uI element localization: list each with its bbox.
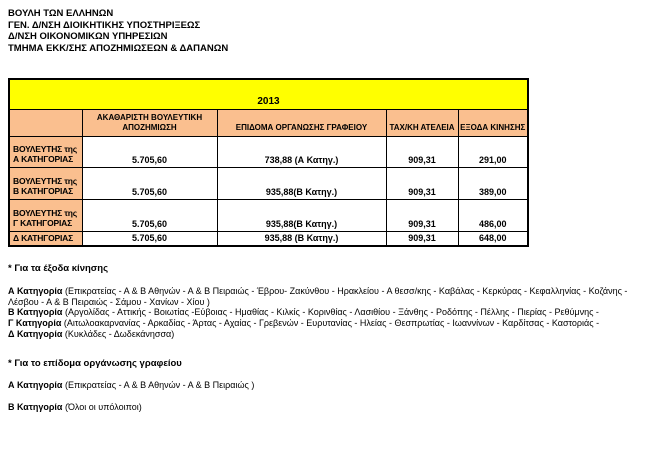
table-row-category-b [9,167,528,199]
category-list: (Αργολίδας - Αττικής - Βοιωτίας -Εύβοιας - Ημαθίας - Κιλκίς - Κορινθίας - Λασιθίου - Ξάνθης - Ροδόπης - Πέλλης - Πιερίας - Ρεθύμνης - [62,307,599,318]
row-label-line: Α ΚΑΤΗΓΟΡΙΑΣ [13,154,73,164]
cell-travel-expenses: 486,00 [458,199,528,231]
col-header-gross-compensation: ΑΚΑΘΑΡΙΣΤΗ ΒΟΥΛΕΥΤΙΚΗ ΑΠΟΖΗΜΙΩΣΗ [82,109,217,136]
row-label-line: ΒΟΥΛΕΥΤΗΣ της [13,143,78,154]
table-row-category-c [9,199,528,231]
category-list: (Επικρατείας - Α & Β Αθηνών - Α & Β Πειραιώς ) [62,380,255,390]
letterhead-line-4: ΤΜΗΜΑ ΕΚΚ/ΣΗΣ ΑΠΟΖΗΜΙΩΣΕΩΝ & ΔΑΠΑΝΩΝ [8,42,229,54]
note-line [8,318,627,329]
note-line [8,297,627,308]
category-label: Δ Κατηγορία [8,328,63,339]
note-line [8,286,627,297]
col-header-empty [9,109,82,136]
category-label: Α Κατηγορία [8,380,63,390]
letterhead-line-1: ΒΟΥΛΗ ΤΩΝ ΕΛΛΗΝΩΝ [8,8,114,19]
table-row-category-d [9,231,528,246]
category-list: (Κυκλάδες - Δωδεκάνησσα) [62,328,175,339]
note-line [8,329,627,340]
cell-office-allowance: 935,88(Β Κατηγ.) [217,167,386,199]
row-label [9,136,82,167]
row-label-line: Β ΚΑΤΗΓΟΡΙΑΣ [13,186,73,196]
category-label: Α Κατηγορία [8,286,63,296]
col-header-postal-exemption: ΤΑΧ/ΚΗ ΑΤΕΛΕΙΑ [386,109,458,136]
col-header-travel-expenses: ΕΞΟΔΑ ΚΙΝΗΣΗΣ [458,109,528,136]
row-label [9,199,82,231]
row-label [9,231,82,246]
col-header-office-allowance: ΕΠΙΔΟΜΑ ΟΡΓΑΝΩΣΗΣ ΓΡΑΦΕΙΟΥ [217,109,386,136]
cell-gross-compensation: 5.705,60 [82,136,217,167]
category-label: Β Κατηγορία [8,402,63,412]
cell-gross-compensation: 5.705,60 [82,231,217,246]
table-row-category-a [9,136,528,167]
year-banner: 2013 [9,79,528,109]
travel-expenses-note-title: * Για τα έξοδα κίνησης [8,263,109,274]
row-label-line: Δ ΚΑΤΗΓΟΡΙΑΣ [13,232,73,243]
letterhead-line-2: ΓΕΝ. Δ/ΝΣΗ ΔΙΟΙΚΗΤΙΚΗΣ ΥΠΟΣΤΗΡΙΞΕΩΣ [8,19,201,31]
office-note-line-b [8,402,142,412]
cell-gross-compensation: 5.705,60 [82,199,217,231]
cell-postal-exemption: 909,31 [386,231,458,246]
cell-travel-expenses: 291,00 [458,136,528,167]
cell-postal-exemption: 909,31 [386,136,458,167]
category-label: Β Κατηγορία [8,307,63,318]
letterhead [8,8,228,54]
cell-office-allowance: 935,88 (Β Κατηγ.) [217,231,386,246]
row-label [9,167,82,199]
year-banner-row [9,79,528,109]
category-label: Γ Κατηγορία [8,318,62,329]
travel-expenses-note-lines [8,286,627,340]
category-list: Λέσβου - Α & Β Πειραιώς - Σάμου - Χανίων - Χίου ) [8,296,210,307]
category-list: (Επικρατείας - Α & Β Αθηνών - Α & Β Πειραιώς - Έβρου- Ζακύνθου - Ηρακλείου - Α θεσσ/κης - Καβάλας - Κερκύρας - Κεφαλληνίας - Κοζάνης - [62,286,628,296]
cell-office-allowance: 935,88(Β Κατηγ.) [217,199,386,231]
row-label-line: ΒΟΥΛΕΥΤΗΣ της [13,175,78,186]
note-line [8,307,627,318]
cell-gross-compensation: 5.705,60 [82,167,217,199]
cell-office-allowance: 738,88 (Α Κατηγ.) [217,136,386,167]
cell-travel-expenses: 389,00 [458,167,528,199]
office-allowance-note-title: * Για το επίδομα οργάνωσης γραφείου [8,358,182,369]
table-header-row [9,109,528,136]
letterhead-line-3: Δ/ΝΣΗ ΟΙΚΟΝΟΜΙΚΩΝ ΥΠΗΡΕΣΙΩΝ [8,31,168,42]
row-label-line: ΒΟΥΛΕΥΤΗΣ της [13,207,78,218]
cell-postal-exemption: 909,31 [386,199,458,231]
cell-travel-expenses: 648,00 [458,231,528,246]
category-list: (Αιτωλοακαρνανίας - Αρκαδίας - Άρτας - Αχαίας - Γρεβενών - Ευρυτανίας - Ηλείας - Θεσπρωτίας - Ιωαννίνων - Καρδίτσας - Καστοριάς - [61,318,600,329]
row-label-line: Γ ΚΑΤΗΓΟΡΙΑΣ [13,218,72,228]
cell-postal-exemption: 909,31 [386,167,458,199]
category-list: (Όλοι οι υπόλοιποι) [62,402,142,412]
compensation-table [8,78,529,247]
office-note-line-a [8,380,254,390]
